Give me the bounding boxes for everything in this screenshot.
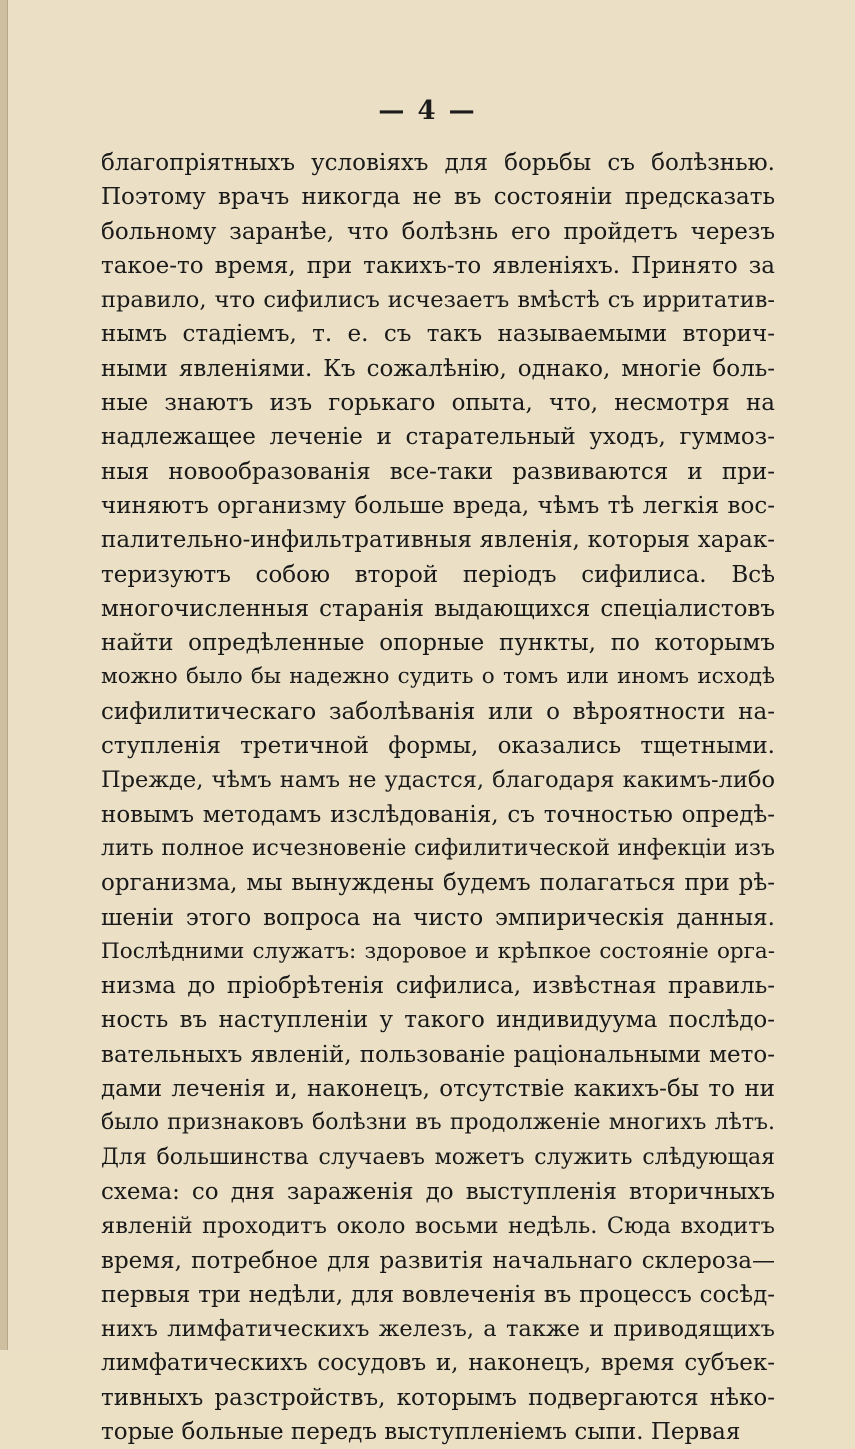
text-line: найти опредѣленные опорные пункты, по которымъ [101,630,775,657]
text-line: явленій проходитъ около восьми недѣль. Сюда входитъ [101,1213,775,1240]
text-line: лимфатическихъ сосудовъ и, наконецъ, время субъек- [101,1350,775,1377]
text-line: нихъ лимфатическихъ железъ, а также и приводящихъ [101,1316,775,1343]
text-line: схема: со дня зараженія до выступленія вторичныхъ [101,1178,775,1205]
text-line: было признаковъ болѣзни въ продолженіе многихъ лѣтъ. [101,1110,775,1136]
text-line: низма до пріобрѣтенія сифилиса, извѣстная правиль- [101,973,775,1000]
text-line: время, потребное для развитія начальнаго склероза— [101,1247,775,1274]
text-line: первыя три недѣли, для вовлеченія въ процессъ сосѣд- [101,1281,775,1308]
text-line: вательныхъ явленій, пользованіе раціональными мето- [101,1041,775,1068]
text-line: Послѣдними служатъ: здоровое и крѣпкое состояніе орга- [101,938,775,964]
text-line: новымъ методамъ изслѣдованія, съ точностью опредѣ- [101,801,775,828]
text-line: шеніи этого вопроса на чисто эмпирическія данныя. [101,904,775,931]
text-line: организма, мы вынуждены будемъ полагаться при рѣ- [101,870,775,897]
text-line: правило, что сифилисъ исчезаетъ вмѣстѣ съ ирритатив- [101,287,775,314]
text-line: тивныхъ разстройствъ, которымъ подвергаются нѣко- [101,1384,775,1411]
text-line: теризуютъ собою второй періодъ сифилиса. Всѣ [101,561,775,588]
text-line: ступленія третичной формы, оказались тщетными. [101,733,775,760]
text-line: многочисленныя старанія выдающихся спеціалистовъ [101,595,775,622]
text-line: палительно-инфильтративныя явленія, которыя харак- [101,527,775,554]
text-line: ныя новообразованія все-таки развиваются и при- [101,458,775,485]
text-line: можно было бы надежно судить о томъ или иномъ исходѣ [101,664,775,690]
text-line: Для большинства случаевъ можетъ служить слѣдующая [101,1144,775,1170]
page-number: — 4 — [378,96,477,126]
text-line: дами леченія и, наконецъ, отсутствіе какихъ-бы то ни [101,1076,775,1103]
text-line: лить полное исчезновеніе сифилитической инфекціи изъ [101,835,775,861]
text-line: ность въ наступленіи у такого индивидуума послѣдо- [101,1007,775,1034]
text-line: нымъ стадіемъ, т. е. съ такъ называемыми вторич- [101,321,775,348]
text-line: Поэтому врачъ никогда не въ состояніи предсказать [101,184,775,211]
text-line: больному заранѣе, что болѣзнь его пройдетъ черезъ [101,218,775,245]
text-line: чиняютъ организму больше вреда, чѣмъ тѣ легкія вос- [101,492,775,519]
text-line: торые больные передъ выступленіемъ сыпи. Первая [101,1418,741,1445]
text-line: Прежде, чѣмъ намъ не удастся, благодаря какимъ-либо [101,767,775,794]
text-line: надлежащее леченіе и старательный уходъ, гуммоз- [101,424,775,451]
text-line: ные знаютъ изъ горькаго опыта, что, несмотря на [101,390,775,417]
text-line: благопріятныхъ условіяхъ для борьбы съ болѣзнью. [101,150,775,176]
text-line: такое-то время, при такихъ-то явленіяхъ. Принято за [101,252,775,279]
text-line: ными явленіями. Къ сожалѣнію, однако, многіе боль- [101,355,775,382]
page-left-edge [0,0,8,1350]
body-text [101,146,775,1449]
text-line: сифилитическаго заболѣванія или о вѣроятности на- [101,698,775,725]
